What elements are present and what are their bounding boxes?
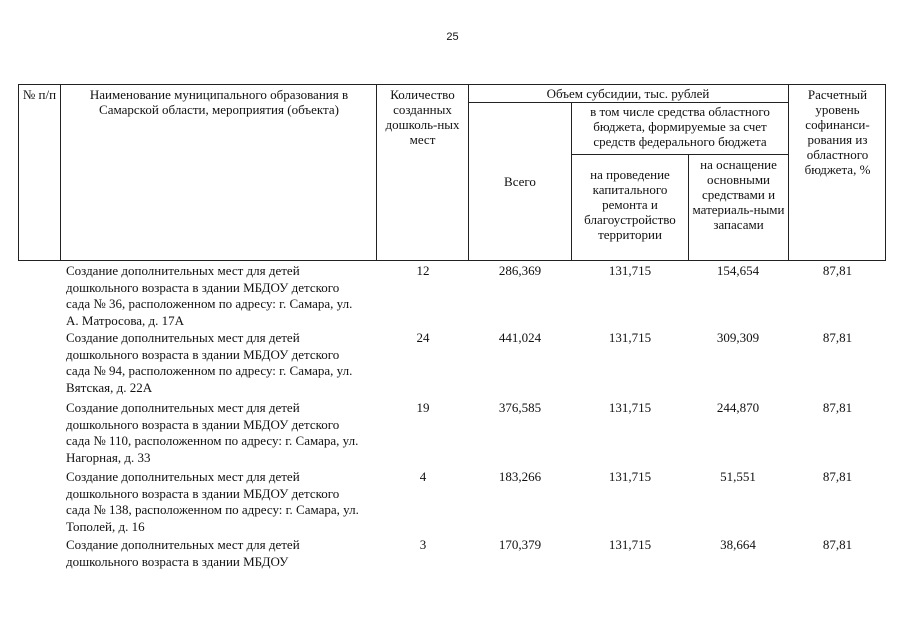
row-name: Создание дополнительных мест для детей дошкольного возраста в здании МБДОУ bbox=[66, 537, 300, 569]
header-places: Количество созданных дошколь-ных мест bbox=[385, 87, 460, 147]
row-total: 441,024 bbox=[498, 330, 542, 345]
header-total: Всего bbox=[504, 174, 536, 189]
row-rate: 87,81 bbox=[822, 330, 853, 345]
row-total: 376,585 bbox=[498, 400, 542, 415]
row-equipment: 244,870 bbox=[716, 400, 760, 415]
row-repair: 131,715 bbox=[608, 330, 652, 345]
divider bbox=[788, 84, 789, 261]
header-rate: Расчетный уровень софинанси-рования из областного бюджета, % bbox=[804, 87, 871, 177]
row-rate: 87,81 bbox=[822, 469, 853, 484]
row-total: 286,369 bbox=[498, 263, 542, 278]
row-rate: 87,81 bbox=[822, 400, 853, 415]
divider bbox=[60, 84, 61, 261]
header-subsidy: Объем субсидии, тыс. рублей bbox=[546, 86, 710, 101]
row-name: Создание дополнительных мест для детей дошкольного возраста в здании МБДОУ детского сада № 110, расположенном по адресу: г. Самара, ул. Нагорная, д. 33 bbox=[66, 400, 359, 465]
header-num: № п/п bbox=[22, 87, 57, 102]
page-number: 25 bbox=[446, 31, 459, 43]
row-places: 24 bbox=[416, 330, 430, 345]
row-name: Создание дополнительных мест для детей дошкольного возраста в здании МБДОУ детского сада № 138, расположенном по адресу: г. Самара, ул. Тополей, д. 16 bbox=[66, 469, 359, 534]
row-places: 4 bbox=[419, 469, 427, 484]
row-total: 170,379 bbox=[498, 537, 542, 552]
row-repair: 131,715 bbox=[608, 537, 652, 552]
divider bbox=[688, 155, 689, 261]
header-federal: в том числе средства областного бюджета, формируемые за счет средств федерального бюджета bbox=[590, 104, 770, 149]
row-rate: 87,81 bbox=[822, 537, 853, 552]
row-name: Создание дополнительных мест для детей дошкольного возраста в здании МБДОУ детского сада № 36, расположенном по адресу: г. Самара, ул. А. Матросова, д. 17А bbox=[66, 263, 353, 328]
row-repair: 131,715 bbox=[608, 263, 652, 278]
divider bbox=[376, 84, 377, 261]
row-equipment: 51,551 bbox=[720, 469, 756, 484]
row-name: Создание дополнительных мест для детей дошкольного возраста в здании МБДОУ детского сада № 94, расположенном по адресу: г. Самара, ул. Вятская, д. 22А bbox=[66, 330, 353, 395]
row-repair: 131,715 bbox=[608, 469, 652, 484]
row-repair: 131,715 bbox=[608, 400, 652, 415]
divider bbox=[571, 154, 788, 155]
row-places: 12 bbox=[416, 263, 430, 278]
header-name: Наименование муниципального образования в Самарской области, мероприятия (объекта) bbox=[89, 87, 349, 117]
header-repair: на проведение капитального ремонта и благоустройство территории bbox=[584, 167, 676, 242]
divider bbox=[468, 102, 788, 103]
row-places: 3 bbox=[419, 537, 427, 552]
divider bbox=[468, 84, 469, 261]
row-places: 19 bbox=[416, 400, 430, 415]
row-equipment: 309,309 bbox=[716, 330, 760, 345]
row-rate: 87,81 bbox=[822, 263, 853, 278]
row-equipment: 154,654 bbox=[716, 263, 760, 278]
header-equipment: на оснащение основными средствами и материаль-ными запасами bbox=[692, 157, 785, 232]
row-equipment: 38,664 bbox=[720, 537, 756, 552]
row-total: 183,266 bbox=[498, 469, 542, 484]
